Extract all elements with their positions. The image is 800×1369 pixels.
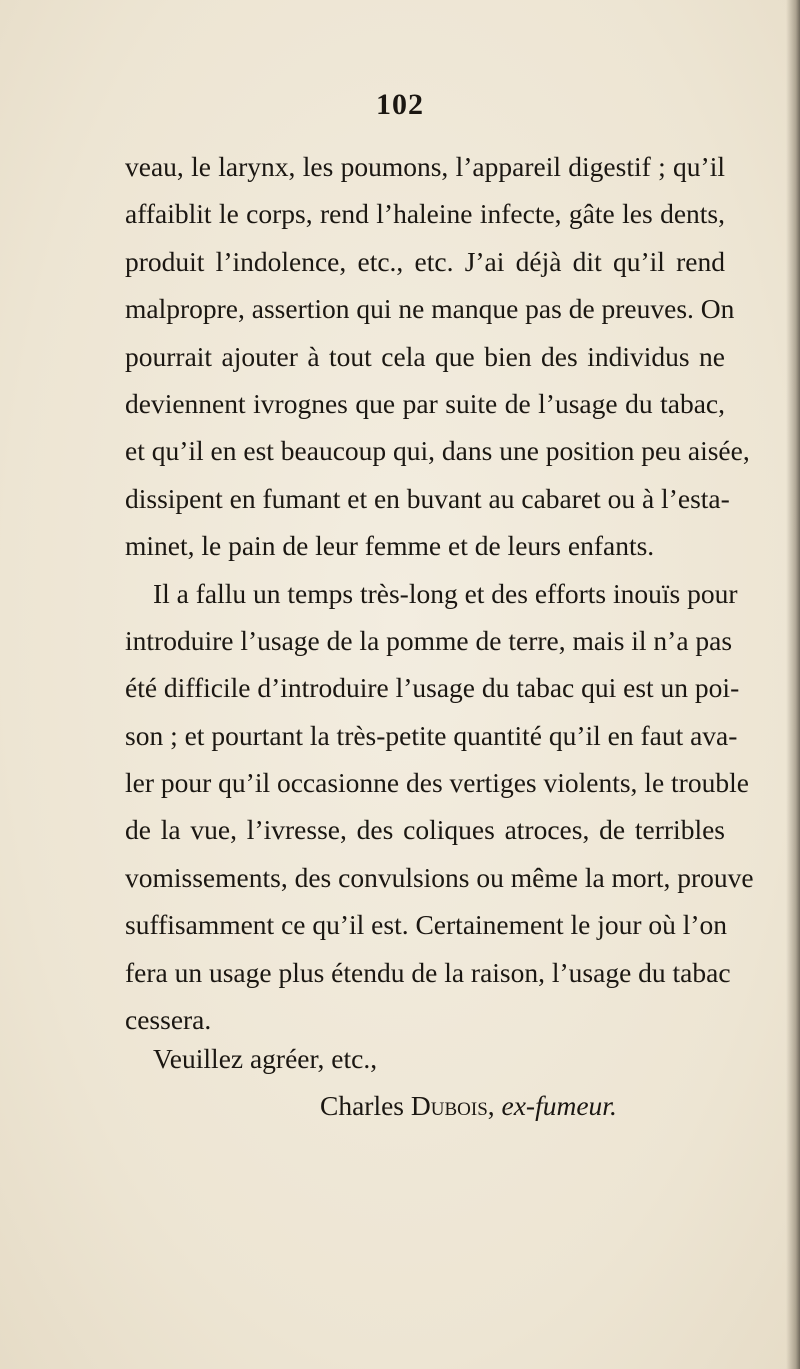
- signature-separator: ,: [487, 1090, 495, 1121]
- text-line: dissipent en fumant et en buvant au cabaret ou à l’esta-: [125, 482, 730, 514]
- text-line: fera un usage plus étendu de la raison, l’usage du tabac: [125, 956, 731, 988]
- body-text: [125, 143, 754, 1043]
- page-number: 102: [376, 88, 424, 121]
- signature-title: ex-fumeur.: [501, 1090, 617, 1121]
- text-line: pourrait ajouter à tout cela que bien des individus ne: [125, 340, 725, 372]
- signature-first-name: Charles: [320, 1090, 405, 1121]
- text-line: minet, le pain de leur femme et de leurs enfants.: [125, 530, 655, 562]
- text-line: veau, le larynx, les poumons, l’appareil digestif ; qu’il: [125, 151, 725, 182]
- text-line: cessera.: [125, 1004, 212, 1036]
- text-line: son ; et pourtant la très-petite quantité qu’il en faut ava-: [125, 719, 738, 751]
- page-edge-shadow: [786, 0, 800, 1369]
- signature-last-name: Dubois: [410, 1090, 488, 1121]
- text-line: été difficile d’introduire l’usage du tabac qui est un poi-: [125, 672, 740, 704]
- text-line: de la vue, l’ivresse, des coliques atroces, de terribles: [125, 814, 725, 846]
- text-line: introduire l’usage de la pomme de terre, mais il n’a pas: [125, 624, 733, 656]
- signature: [320, 1082, 617, 1129]
- text-line: malpropre, assertion qui ne manque pas de preuves. On: [125, 293, 735, 325]
- text-line: deviennent ivrognes que par suite de l’usage du tabac,: [125, 387, 725, 419]
- text-line: affaiblit le corps, rend l’haleine infecte, gâte les dents,: [125, 198, 725, 230]
- text-line: vomissements, des convulsions ou même la mort, prouve: [125, 861, 754, 893]
- text-line: Il a fallu un temps très-long et des efforts inouïs pour: [153, 577, 738, 609]
- text-line: ler pour qu’il occasionne des vertiges violents, le trouble: [125, 767, 749, 799]
- text-line: et qu’il en est beaucoup qui, dans une position peu aisée,: [125, 435, 750, 467]
- closing-salutation: Veuillez agréer, etc.,: [153, 1043, 378, 1074]
- text-line: produit l’indolence, etc., etc. J’ai déjà dit qu’il rend: [125, 245, 725, 277]
- text-line: suffisamment ce qu’il est. Certainement le jour où l’on: [125, 909, 728, 941]
